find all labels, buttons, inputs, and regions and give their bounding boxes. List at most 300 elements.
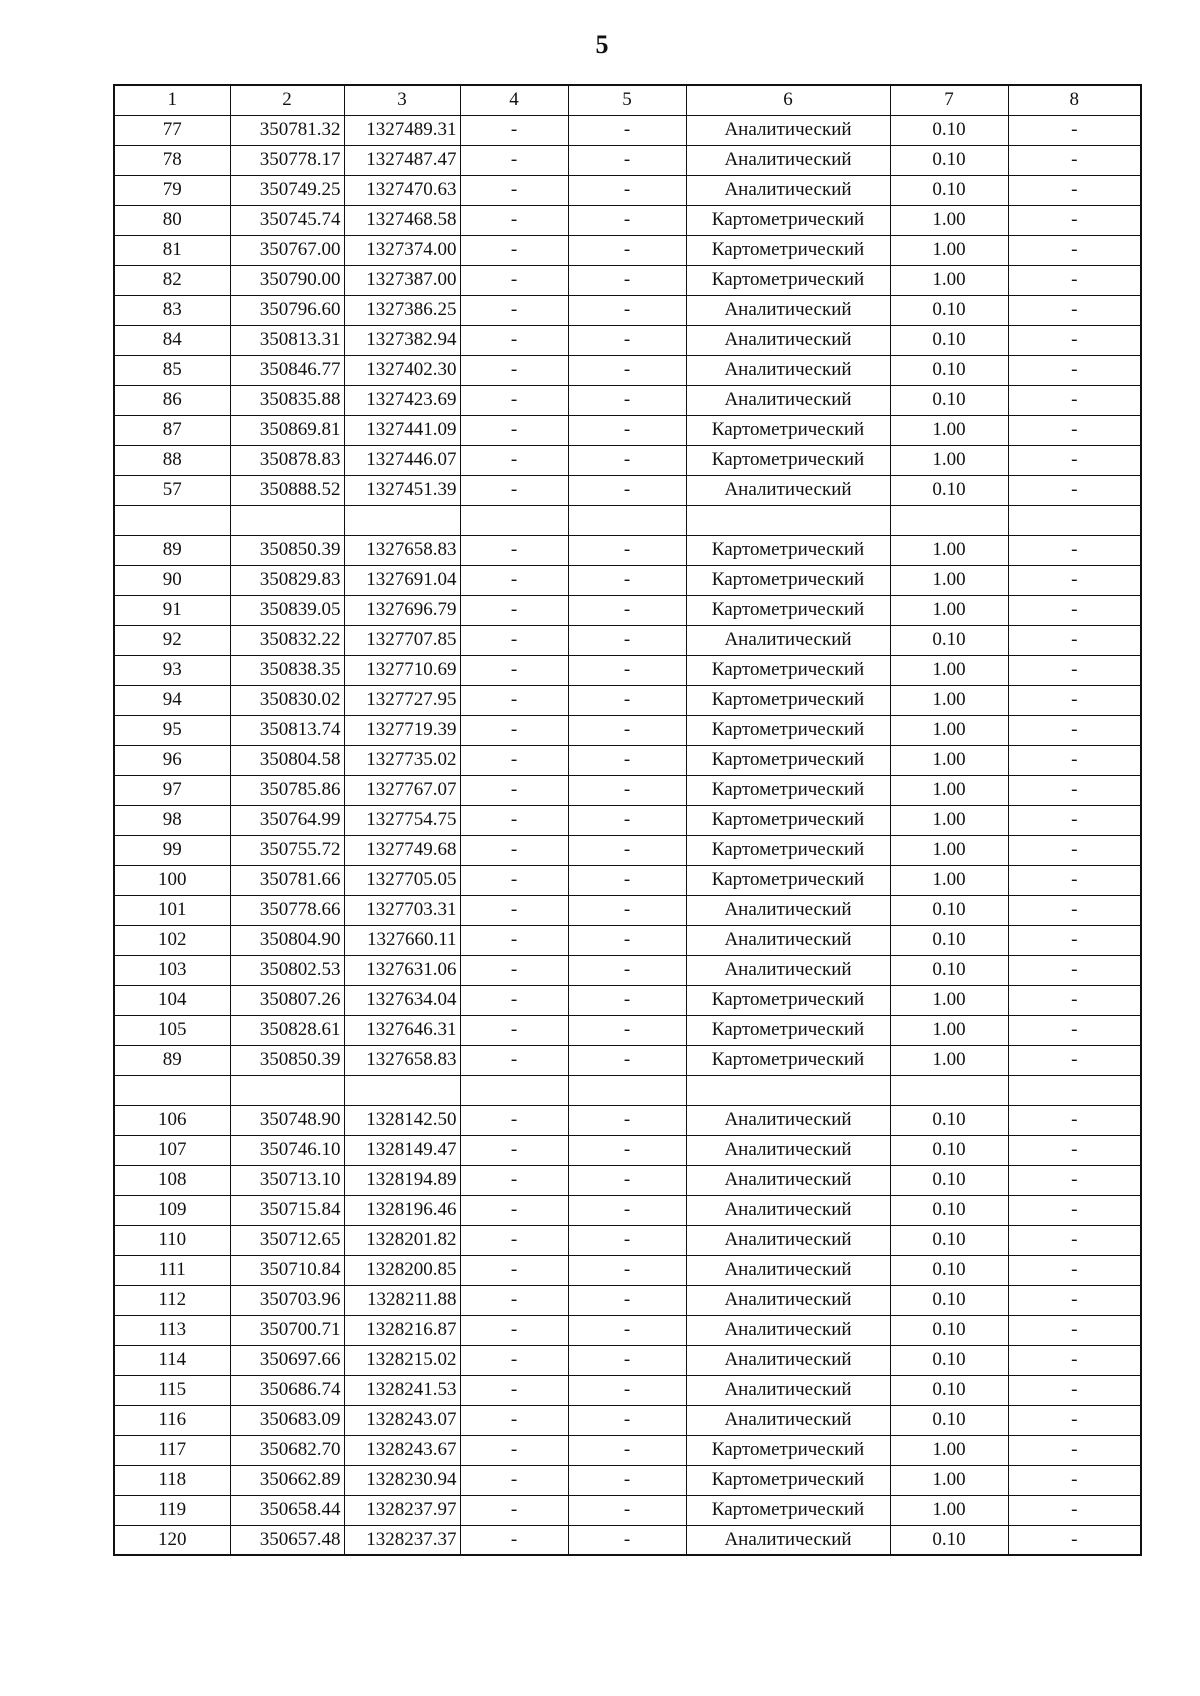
cell-method: Аналитический	[686, 385, 890, 415]
cell-col-4: -	[460, 355, 568, 385]
cell-y-coordinate: 1327402.30	[344, 355, 460, 385]
cell-x-coordinate: 350828.61	[230, 1015, 344, 1045]
table-row	[114, 1435, 1141, 1465]
cell-method: Картометрический	[686, 1015, 890, 1045]
cell-col-5: -	[568, 235, 686, 265]
table-row	[114, 595, 1141, 625]
cell-col-5	[568, 1075, 686, 1105]
cell-col-5: -	[568, 1105, 686, 1135]
cell-y-coordinate: 1328230.94	[344, 1465, 460, 1495]
cell-method: Картометрический	[686, 1045, 890, 1075]
cell-y-coordinate: 1327658.83	[344, 535, 460, 565]
table-row	[114, 1465, 1141, 1495]
header-row	[114, 85, 1141, 115]
cell-x-coordinate: 350749.25	[230, 175, 344, 205]
cell-x-coordinate: 350869.81	[230, 415, 344, 445]
cell-accuracy: 1.00	[890, 235, 1008, 265]
cell-col-4: -	[460, 745, 568, 775]
cell-col-4: -	[460, 235, 568, 265]
cell-point-number: 109	[114, 1195, 230, 1225]
cell-col-4: -	[460, 1435, 568, 1465]
cell-method: Аналитический	[686, 1285, 890, 1315]
cell-col-4: -	[460, 445, 568, 475]
table-row	[114, 1495, 1141, 1525]
cell-col-8: -	[1008, 1045, 1141, 1075]
cell-accuracy: 1.00	[890, 715, 1008, 745]
cell-point-number: 110	[114, 1225, 230, 1255]
cell-x-coordinate: 350796.60	[230, 295, 344, 325]
cell-method: Аналитический	[686, 1255, 890, 1285]
cell-y-coordinate: 1327631.06	[344, 955, 460, 985]
cell-col-8: -	[1008, 1195, 1141, 1225]
cell-col-8: -	[1008, 1525, 1141, 1555]
table-row	[114, 655, 1141, 685]
cell-col-8	[1008, 505, 1141, 535]
cell-x-coordinate: 350850.39	[230, 535, 344, 565]
cell-accuracy: 0.10	[890, 175, 1008, 205]
cell-accuracy: 1.00	[890, 1045, 1008, 1075]
table-row	[114, 565, 1141, 595]
cell-x-coordinate: 350748.90	[230, 1105, 344, 1135]
cell-y-coordinate: 1327646.31	[344, 1015, 460, 1045]
cell-col-5: -	[568, 655, 686, 685]
cell-col-8: -	[1008, 625, 1141, 655]
cell-method	[686, 1075, 890, 1105]
cell-point-number: 107	[114, 1135, 230, 1165]
cell-y-coordinate: 1327754.75	[344, 805, 460, 835]
cell-col-4: -	[460, 295, 568, 325]
cell-x-coordinate: 350813.74	[230, 715, 344, 745]
cell-col-5: -	[568, 385, 686, 415]
cell-col-5: -	[568, 1225, 686, 1255]
cell-x-coordinate	[230, 505, 344, 535]
cell-col-8: -	[1008, 1135, 1141, 1165]
cell-accuracy: 0.10	[890, 925, 1008, 955]
cell-col-8: -	[1008, 655, 1141, 685]
cell-x-coordinate: 350829.83	[230, 565, 344, 595]
cell-y-coordinate: 1327386.25	[344, 295, 460, 325]
cell-method: Аналитический	[686, 115, 890, 145]
cell-point-number: 112	[114, 1285, 230, 1315]
cell-method: Аналитический	[686, 895, 890, 925]
cell-col-8: -	[1008, 115, 1141, 145]
cell-x-coordinate: 350846.77	[230, 355, 344, 385]
cell-col-5: -	[568, 1345, 686, 1375]
cell-col-4: -	[460, 775, 568, 805]
cell-x-coordinate: 350838.35	[230, 655, 344, 685]
page-number: 5	[595, 30, 609, 59]
cell-method: Аналитический	[686, 1165, 890, 1195]
cell-accuracy: 0.10	[890, 955, 1008, 985]
cell-method: Аналитический	[686, 1315, 890, 1345]
cell-method: Картометрический	[686, 865, 890, 895]
cell-method: Картометрический	[686, 715, 890, 745]
cell-point-number: 106	[114, 1105, 230, 1135]
cell-point-number: 100	[114, 865, 230, 895]
cell-col-5: -	[568, 1495, 686, 1525]
table-row	[114, 175, 1141, 205]
table-row	[114, 805, 1141, 835]
cell-point-number: 119	[114, 1495, 230, 1525]
cell-y-coordinate: 1327441.09	[344, 415, 460, 445]
cell-method: Картометрический	[686, 685, 890, 715]
table-row	[114, 355, 1141, 385]
cell-col-8: -	[1008, 235, 1141, 265]
column-header-1: 1	[114, 85, 230, 115]
cell-method: Аналитический	[686, 1375, 890, 1405]
table-row	[114, 475, 1141, 505]
cell-method: Картометрический	[686, 745, 890, 775]
separator-row	[114, 505, 1141, 535]
column-header-6: 6	[686, 85, 890, 115]
cell-col-4: -	[460, 535, 568, 565]
cell-x-coordinate: 350850.39	[230, 1045, 344, 1075]
cell-method: Аналитический	[686, 355, 890, 385]
cell-accuracy: 1.00	[890, 1435, 1008, 1465]
cell-method: Картометрический	[686, 1465, 890, 1495]
cell-point-number: 101	[114, 895, 230, 925]
cell-y-coordinate: 1328241.53	[344, 1375, 460, 1405]
cell-col-4: -	[460, 1525, 568, 1555]
cell-col-5: -	[568, 745, 686, 775]
cell-col-4: -	[460, 595, 568, 625]
cell-method: Аналитический	[686, 955, 890, 985]
cell-point-number: 120	[114, 1525, 230, 1555]
cell-accuracy: 0.10	[890, 1525, 1008, 1555]
cell-method: Аналитический	[686, 175, 890, 205]
cell-x-coordinate: 350802.53	[230, 955, 344, 985]
cell-x-coordinate: 350804.90	[230, 925, 344, 955]
cell-accuracy: 1.00	[890, 835, 1008, 865]
cell-col-4: -	[460, 1195, 568, 1225]
cell-col-5: -	[568, 175, 686, 205]
cell-point-number: 99	[114, 835, 230, 865]
cell-y-coordinate: 1327423.69	[344, 385, 460, 415]
cell-col-8: -	[1008, 385, 1141, 415]
cell-y-coordinate: 1327696.79	[344, 595, 460, 625]
cell-x-coordinate: 350746.10	[230, 1135, 344, 1165]
table-row	[114, 1225, 1141, 1255]
cell-method: Аналитический	[686, 1135, 890, 1165]
cell-col-8: -	[1008, 145, 1141, 175]
cell-x-coordinate: 350697.66	[230, 1345, 344, 1375]
cell-x-coordinate: 350781.32	[230, 115, 344, 145]
cell-col-4: -	[460, 205, 568, 235]
cell-x-coordinate: 350755.72	[230, 835, 344, 865]
cell-accuracy	[890, 505, 1008, 535]
cell-point-number: 89	[114, 1045, 230, 1075]
cell-accuracy: 0.10	[890, 1195, 1008, 1225]
cell-col-4: -	[460, 805, 568, 835]
cell-y-coordinate: 1328200.85	[344, 1255, 460, 1285]
cell-col-8: -	[1008, 1285, 1141, 1315]
cell-accuracy: 0.10	[890, 1405, 1008, 1435]
cell-accuracy: 0.10	[890, 145, 1008, 175]
cell-x-coordinate: 350745.74	[230, 205, 344, 235]
cell-point-number: 102	[114, 925, 230, 955]
cell-accuracy: 1.00	[890, 745, 1008, 775]
cell-col-5	[568, 505, 686, 535]
cell-col-5: -	[568, 955, 686, 985]
cell-accuracy: 0.10	[890, 385, 1008, 415]
cell-x-coordinate: 350888.52	[230, 475, 344, 505]
cell-method: Аналитический	[686, 1405, 890, 1435]
cell-col-5: -	[568, 1315, 686, 1345]
cell-y-coordinate: 1328196.46	[344, 1195, 460, 1225]
cell-method: Аналитический	[686, 295, 890, 325]
cell-col-5: -	[568, 535, 686, 565]
cell-x-coordinate: 350715.84	[230, 1195, 344, 1225]
table-row	[114, 895, 1141, 925]
cell-col-4: -	[460, 385, 568, 415]
cell-col-8: -	[1008, 925, 1141, 955]
cell-accuracy: 1.00	[890, 1015, 1008, 1045]
cell-col-8: -	[1008, 535, 1141, 565]
cell-x-coordinate: 350790.00	[230, 265, 344, 295]
cell-col-4: -	[460, 1345, 568, 1375]
cell-x-coordinate: 350878.83	[230, 445, 344, 475]
cell-col-5: -	[568, 835, 686, 865]
table-row	[114, 1135, 1141, 1165]
cell-x-coordinate	[230, 1075, 344, 1105]
cell-method: Аналитический	[686, 1525, 890, 1555]
cell-method: Аналитический	[686, 325, 890, 355]
cell-col-4: -	[460, 565, 568, 595]
cell-point-number: 79	[114, 175, 230, 205]
cell-x-coordinate: 350807.26	[230, 985, 344, 1015]
cell-accuracy: 0.10	[890, 1165, 1008, 1195]
cell-col-4: -	[460, 145, 568, 175]
cell-x-coordinate: 350658.44	[230, 1495, 344, 1525]
cell-accuracy: 1.00	[890, 265, 1008, 295]
cell-x-coordinate: 350713.10	[230, 1165, 344, 1195]
cell-col-8: -	[1008, 415, 1141, 445]
cell-col-8: -	[1008, 1315, 1141, 1345]
cell-col-8: -	[1008, 835, 1141, 865]
cell-col-5: -	[568, 1165, 686, 1195]
cell-point-number: 89	[114, 535, 230, 565]
table-row	[114, 1375, 1141, 1405]
cell-accuracy: 1.00	[890, 445, 1008, 475]
cell-x-coordinate: 350839.05	[230, 595, 344, 625]
cell-x-coordinate: 350830.02	[230, 685, 344, 715]
cell-method: Аналитический	[686, 145, 890, 175]
cell-x-coordinate: 350778.17	[230, 145, 344, 175]
cell-point-number: 82	[114, 265, 230, 295]
cell-col-8: -	[1008, 1165, 1141, 1195]
cell-col-8: -	[1008, 355, 1141, 385]
cell-method: Картометрический	[686, 835, 890, 865]
cell-method	[686, 505, 890, 535]
cell-col-5: -	[568, 415, 686, 445]
cell-col-4: -	[460, 1045, 568, 1075]
cell-col-8: -	[1008, 565, 1141, 595]
table-row	[114, 745, 1141, 775]
coordinates-table	[113, 84, 1142, 1556]
cell-col-8: -	[1008, 1255, 1141, 1285]
cell-col-5: -	[568, 865, 686, 895]
cell-accuracy: 0.10	[890, 1285, 1008, 1315]
cell-point-number: 98	[114, 805, 230, 835]
cell-method: Картометрический	[686, 985, 890, 1015]
cell-method: Картометрический	[686, 235, 890, 265]
cell-y-coordinate: 1328215.02	[344, 1345, 460, 1375]
cell-point-number: 103	[114, 955, 230, 985]
cell-col-4: -	[460, 1135, 568, 1165]
cell-col-8: -	[1008, 1465, 1141, 1495]
cell-x-coordinate: 350804.58	[230, 745, 344, 775]
cell-y-coordinate: 1327705.05	[344, 865, 460, 895]
cell-method: Картометрический	[686, 775, 890, 805]
table-row	[114, 685, 1141, 715]
cell-y-coordinate: 1327634.04	[344, 985, 460, 1015]
cell-col-8: -	[1008, 805, 1141, 835]
cell-col-8: -	[1008, 205, 1141, 235]
cell-x-coordinate: 350682.70	[230, 1435, 344, 1465]
table-row	[114, 1255, 1141, 1285]
cell-y-coordinate: 1327749.68	[344, 835, 460, 865]
cell-col-5: -	[568, 115, 686, 145]
cell-col-4: -	[460, 1315, 568, 1345]
cell-col-8: -	[1008, 265, 1141, 295]
cell-accuracy: 1.00	[890, 1495, 1008, 1525]
cell-col-4: -	[460, 1405, 568, 1435]
cell-col-4: -	[460, 1015, 568, 1045]
table-row	[114, 1315, 1141, 1345]
cell-y-coordinate: 1328194.89	[344, 1165, 460, 1195]
cell-col-8: -	[1008, 865, 1141, 895]
cell-point-number: 108	[114, 1165, 230, 1195]
cell-y-coordinate: 1327487.47	[344, 145, 460, 175]
cell-col-5: -	[568, 1045, 686, 1075]
cell-point-number: 92	[114, 625, 230, 655]
table-row	[114, 1015, 1141, 1045]
cell-point-number: 111	[114, 1255, 230, 1285]
cell-accuracy: 1.00	[890, 805, 1008, 835]
cell-point-number: 114	[114, 1345, 230, 1375]
cell-col-5: -	[568, 205, 686, 235]
table-row	[114, 265, 1141, 295]
cell-accuracy: 1.00	[890, 205, 1008, 235]
cell-col-5: -	[568, 625, 686, 655]
cell-point-number: 90	[114, 565, 230, 595]
cell-y-coordinate: 1328216.87	[344, 1315, 460, 1345]
cell-col-8: -	[1008, 985, 1141, 1015]
column-header-4: 4	[460, 85, 568, 115]
cell-x-coordinate: 350778.66	[230, 895, 344, 925]
cell-x-coordinate: 350686.74	[230, 1375, 344, 1405]
cell-point-number: 84	[114, 325, 230, 355]
cell-y-coordinate: 1327719.39	[344, 715, 460, 745]
column-header-8: 8	[1008, 85, 1141, 115]
table-row	[114, 1285, 1141, 1315]
cell-method: Аналитический	[686, 1345, 890, 1375]
table-row	[114, 325, 1141, 355]
cell-y-coordinate: 1328237.37	[344, 1525, 460, 1555]
cell-y-coordinate	[344, 1075, 460, 1105]
cell-col-5: -	[568, 565, 686, 595]
cell-accuracy: 0.10	[890, 895, 1008, 925]
cell-y-coordinate: 1327446.07	[344, 445, 460, 475]
cell-accuracy: 0.10	[890, 625, 1008, 655]
cell-accuracy	[890, 1075, 1008, 1105]
cell-x-coordinate: 350813.31	[230, 325, 344, 355]
cell-point-number: 85	[114, 355, 230, 385]
cell-col-5: -	[568, 595, 686, 625]
cell-accuracy: 1.00	[890, 535, 1008, 565]
cell-y-coordinate: 1327703.31	[344, 895, 460, 925]
cell-method: Картометрический	[686, 415, 890, 445]
cell-col-5: -	[568, 715, 686, 745]
cell-method: Картометрический	[686, 205, 890, 235]
cell-col-5: -	[568, 895, 686, 925]
cell-y-coordinate: 1327451.39	[344, 475, 460, 505]
cell-accuracy: 1.00	[890, 565, 1008, 595]
cell-method: Картометрический	[686, 655, 890, 685]
table-row	[114, 985, 1141, 1015]
cell-col-4: -	[460, 715, 568, 745]
cell-point-number: 81	[114, 235, 230, 265]
cell-col-8: -	[1008, 1435, 1141, 1465]
cell-method: Аналитический	[686, 1195, 890, 1225]
cell-point-number: 86	[114, 385, 230, 415]
cell-col-8: -	[1008, 775, 1141, 805]
cell-point-number: 94	[114, 685, 230, 715]
cell-x-coordinate: 350767.00	[230, 235, 344, 265]
cell-accuracy: 0.10	[890, 475, 1008, 505]
table-row	[114, 145, 1141, 175]
table-row	[114, 205, 1141, 235]
cell-method: Картометрический	[686, 535, 890, 565]
cell-point-number: 117	[114, 1435, 230, 1465]
cell-col-8: -	[1008, 175, 1141, 205]
cell-col-8: -	[1008, 895, 1141, 925]
cell-method: Картометрический	[686, 265, 890, 295]
cell-y-coordinate: 1328149.47	[344, 1135, 460, 1165]
cell-col-4: -	[460, 625, 568, 655]
cell-col-5: -	[568, 265, 686, 295]
column-header-7: 7	[890, 85, 1008, 115]
table-row	[114, 1345, 1141, 1375]
cell-point-number: 104	[114, 985, 230, 1015]
cell-accuracy: 1.00	[890, 985, 1008, 1015]
cell-accuracy: 0.10	[890, 1345, 1008, 1375]
cell-y-coordinate: 1328237.97	[344, 1495, 460, 1525]
table-row	[114, 535, 1141, 565]
cell-col-5: -	[568, 925, 686, 955]
cell-col-4: -	[460, 895, 568, 925]
cell-col-8: -	[1008, 325, 1141, 355]
cell-method: Картометрический	[686, 1495, 890, 1525]
table-row	[114, 1045, 1141, 1075]
cell-x-coordinate: 350662.89	[230, 1465, 344, 1495]
column-header-3: 3	[344, 85, 460, 115]
column-header-2: 2	[230, 85, 344, 115]
table-row	[114, 1105, 1141, 1135]
table-row	[114, 835, 1141, 865]
cell-col-4	[460, 505, 568, 535]
cell-col-5: -	[568, 1375, 686, 1405]
cell-y-coordinate: 1327691.04	[344, 565, 460, 595]
cell-point-number: 78	[114, 145, 230, 175]
cell-col-4: -	[460, 1375, 568, 1405]
cell-col-5: -	[568, 445, 686, 475]
cell-col-5: -	[568, 1135, 686, 1165]
cell-col-8: -	[1008, 1015, 1141, 1045]
cell-point-number	[114, 1075, 230, 1105]
cell-col-4: -	[460, 835, 568, 865]
cell-col-8: -	[1008, 1405, 1141, 1435]
